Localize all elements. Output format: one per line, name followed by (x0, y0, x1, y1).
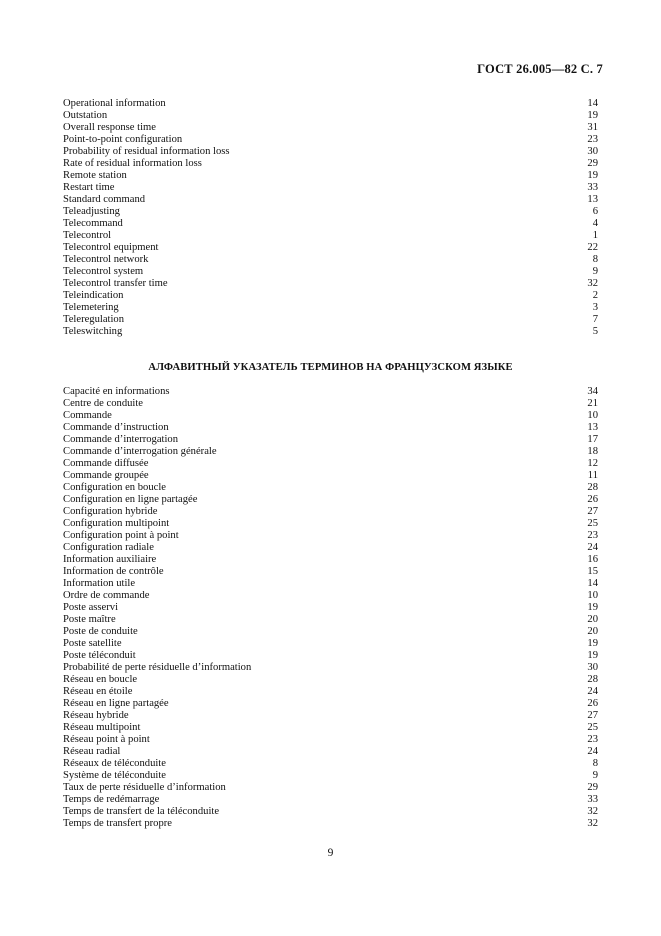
index-term-number: 23 (587, 734, 598, 745)
index-term: Temps de redémarrage (63, 794, 160, 805)
index-entry (63, 806, 598, 818)
index-term-number: 23 (587, 134, 598, 145)
index-term-number: 19 (587, 650, 598, 661)
index-term-number: 29 (587, 158, 598, 169)
index-term-number: 14 (587, 578, 598, 589)
index-term-number: 34 (587, 386, 598, 397)
index-entry (63, 326, 598, 338)
index-term-number: 18 (587, 446, 598, 457)
index-term: Overall response time (63, 122, 156, 133)
index-entry (63, 218, 598, 230)
index-entry (63, 482, 598, 494)
index-entry (63, 230, 598, 242)
index-entry (63, 590, 598, 602)
index-entry (63, 638, 598, 650)
index-term-number: 30 (587, 662, 598, 673)
index-term: Commande d’instruction (63, 422, 169, 433)
index-term: Réseau radial (63, 746, 121, 757)
index-entry (63, 578, 598, 590)
index-term: Point-to-point configuration (63, 134, 183, 145)
index-term-number: 10 (587, 410, 598, 421)
index-term-number: 24 (587, 542, 598, 553)
index-entry (63, 518, 598, 530)
index-term-number: 29 (587, 782, 598, 793)
index-entry (63, 182, 598, 194)
index-term-number: 30 (587, 146, 598, 157)
index-term: Teleadjusting (63, 206, 120, 217)
index-term: Commande groupée (63, 470, 149, 481)
index-term-number: 20 (587, 614, 598, 625)
index-term: Configuration en ligne partagée (63, 494, 198, 505)
index-entry (63, 386, 598, 398)
index-term-number: 13 (587, 422, 598, 433)
index-term-number: 26 (587, 698, 598, 709)
index-entry (63, 122, 598, 134)
index-term: Telecommand (63, 218, 123, 229)
index-term-number: 13 (587, 194, 598, 205)
index-term: Outstation (63, 110, 108, 121)
index-entry (63, 794, 598, 806)
index-term-number: 5 (592, 326, 598, 337)
index-entry (63, 698, 598, 710)
index-term: Teleregulation (63, 314, 125, 325)
index-term-number: 20 (587, 626, 598, 637)
index-term-number: 27 (587, 506, 598, 517)
index-term-number: 7 (592, 314, 598, 325)
index-term: Poste satellite (63, 638, 122, 649)
index-entry (63, 746, 598, 758)
index-entry (63, 194, 598, 206)
index-entry (63, 158, 598, 170)
index-term: Commande (63, 410, 112, 421)
index-term: Configuration multipoint (63, 518, 170, 529)
index-term: Information utile (63, 578, 136, 589)
index-entry (63, 170, 598, 182)
index-term-number: 17 (587, 434, 598, 445)
index-entry (63, 710, 598, 722)
index-term: Taux de perte résiduelle d’information (63, 782, 226, 793)
index-term: Centre de conduite (63, 398, 144, 409)
index-term: Teleindication (63, 290, 124, 301)
french-term-index (63, 386, 598, 830)
french-index-title: АЛФАВИТНЫЙ УКАЗАТЕЛЬ ТЕРМИНОВ НА ФРАНЦУЗСКОМ ЯЗЫКЕ (148, 362, 513, 373)
index-term: Configuration point à point (63, 530, 179, 541)
index-term: Poste maître (63, 614, 116, 625)
index-term-number: 3 (592, 302, 598, 313)
index-entry (63, 470, 598, 482)
index-term-number: 6 (592, 206, 598, 217)
index-term-number: 19 (587, 110, 598, 121)
index-term-number: 4 (592, 218, 598, 229)
index-entry (63, 446, 598, 458)
index-entry (63, 686, 598, 698)
index-term-number: 2 (592, 290, 598, 301)
index-entry (63, 314, 598, 326)
index-entry (63, 434, 598, 446)
index-term: Réseau multipoint (63, 722, 141, 733)
index-term: Telecontrol network (63, 254, 149, 265)
index-term-number: 32 (587, 278, 598, 289)
index-term-number: 11 (587, 470, 598, 481)
index-term-number: 15 (587, 566, 598, 577)
index-entry (63, 398, 598, 410)
index-term-number: 8 (592, 758, 598, 769)
index-term: Telecontrol (63, 230, 112, 241)
index-term-number: 1 (592, 230, 598, 241)
index-entry (63, 146, 598, 158)
index-entry (63, 566, 598, 578)
index-entry (63, 134, 598, 146)
index-term-number: 26 (587, 494, 598, 505)
index-term-number: 21 (587, 398, 598, 409)
index-entry (63, 98, 598, 110)
index-entry (63, 722, 598, 734)
index-term-number: 12 (587, 458, 598, 469)
index-term: Standard command (63, 194, 146, 205)
index-entry (63, 758, 598, 770)
index-term-number: 14 (587, 98, 598, 109)
index-term-number: 31 (587, 122, 598, 133)
index-term: Information auxiliaire (63, 554, 157, 565)
index-term-number: 28 (587, 482, 598, 493)
index-entry (63, 770, 598, 782)
index-term: Commande d’interrogation (63, 434, 179, 445)
index-entry (63, 506, 598, 518)
index-term-number: 33 (587, 182, 598, 193)
index-entry (63, 674, 598, 686)
index-term-number: 10 (587, 590, 598, 601)
index-term: Restart time (63, 182, 115, 193)
index-term-number: 19 (587, 602, 598, 613)
index-term: Rate of residual information loss (63, 158, 202, 169)
index-term: Configuration radiale (63, 542, 154, 553)
index-entry (63, 614, 598, 626)
index-term-number: 19 (587, 170, 598, 181)
index-term: Ordre de commande (63, 590, 150, 601)
index-term: Information de contrôle (63, 566, 164, 577)
index-term: Temps de transfert de la téléconduite (63, 806, 220, 817)
index-term-number: 22 (587, 242, 598, 253)
english-term-index (63, 98, 598, 338)
index-term-number: 33 (587, 794, 598, 805)
index-term-number: 9 (592, 770, 598, 781)
index-entry (63, 650, 598, 662)
page-header: ГОСТ 26.005—82 С. 7 (477, 62, 603, 76)
index-term: Temps de transfert propre (63, 818, 172, 829)
index-entry (63, 662, 598, 674)
index-term: Réseau point à point (63, 734, 150, 745)
index-term: Operational information (63, 98, 166, 109)
index-term: Réseau hybride (63, 710, 129, 721)
index-term: Réseaux de téléconduite (63, 758, 166, 769)
index-term-number: 27 (587, 710, 598, 721)
index-entry (63, 290, 598, 302)
index-entry (63, 254, 598, 266)
index-entry (63, 110, 598, 122)
index-entry (63, 206, 598, 218)
index-entry (63, 542, 598, 554)
index-entry (63, 530, 598, 542)
index-term-number: 32 (587, 818, 598, 829)
index-term-number: 9 (592, 266, 598, 277)
index-term: Configuration en boucle (63, 482, 166, 493)
index-entry (63, 302, 598, 314)
index-term-number: 16 (587, 554, 598, 565)
index-term: Configuration hybride (63, 506, 158, 517)
index-term-number: 24 (587, 686, 598, 697)
index-term: Poste de conduite (63, 626, 138, 637)
index-entry (63, 602, 598, 614)
index-term: Réseau en boucle (63, 674, 138, 685)
index-term: Commande d’interrogation générale (63, 446, 217, 457)
index-term-number: 25 (587, 722, 598, 733)
index-entry (63, 626, 598, 638)
index-entry (63, 734, 598, 746)
index-entry (63, 410, 598, 422)
index-term-number: 32 (587, 806, 598, 817)
index-entry (63, 422, 598, 434)
index-term: Poste asservi (63, 602, 119, 613)
index-entry (63, 818, 598, 830)
index-term: Probability of residual information loss (63, 146, 230, 157)
index-term: Telecontrol transfer time (63, 278, 168, 289)
index-entry (63, 242, 598, 254)
index-term: Réseau en ligne partagée (63, 698, 169, 709)
index-term: Telemetering (63, 302, 119, 313)
index-term-number: 24 (587, 746, 598, 757)
index-entry (63, 278, 598, 290)
index-term-number: 23 (587, 530, 598, 541)
index-term-number: 25 (587, 518, 598, 529)
index-term-number: 8 (592, 254, 598, 265)
index-term-number: 19 (587, 638, 598, 649)
index-term: Commande diffusée (63, 458, 149, 469)
index-entry (63, 782, 598, 794)
index-term: Probabilité de perte résiduelle d’information (63, 662, 252, 673)
index-entry (63, 266, 598, 278)
index-term: Réseau en étoile (63, 686, 133, 697)
index-term: Système de téléconduite (63, 770, 166, 781)
index-term: Telecontrol system (63, 266, 144, 277)
index-term: Capacité en informations (63, 386, 170, 397)
index-entry (63, 554, 598, 566)
index-term: Telecontrol equipment (63, 242, 159, 253)
index-term: Remote station (63, 170, 127, 181)
index-entry (63, 494, 598, 506)
index-entry (63, 458, 598, 470)
index-term: Poste téléconduit (63, 650, 136, 661)
page-number: 9 (327, 847, 334, 859)
index-term: Teleswitching (63, 326, 123, 337)
index-term-number: 28 (587, 674, 598, 685)
